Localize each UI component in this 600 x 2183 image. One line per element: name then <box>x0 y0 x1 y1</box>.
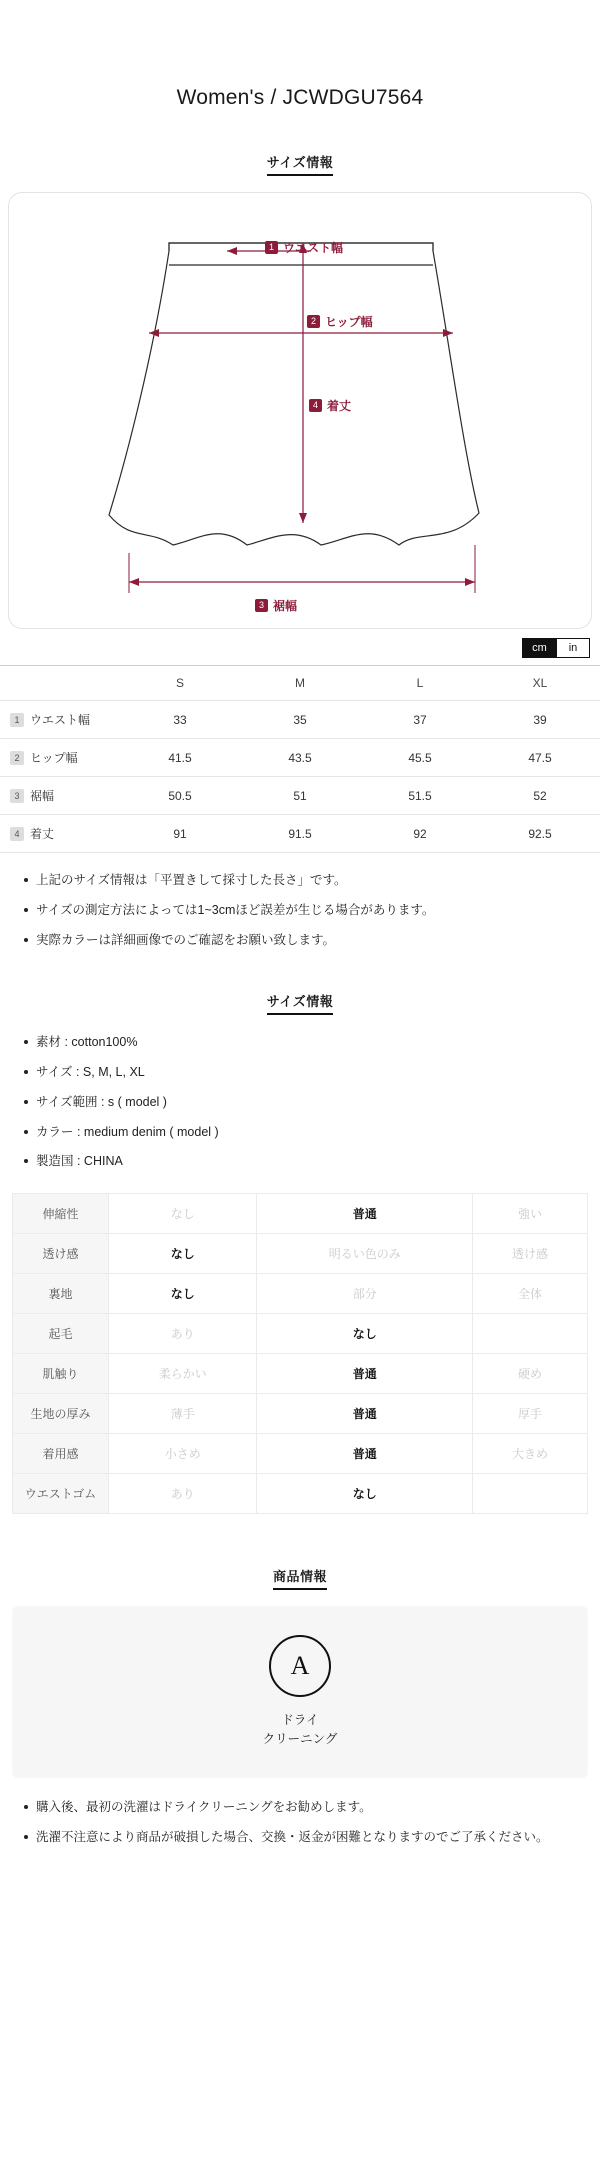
fabric-option: 部分 <box>257 1274 473 1314</box>
fabric-row-label: 起毛 <box>13 1314 109 1354</box>
unit-cm-button[interactable]: cm <box>522 638 556 658</box>
size-row-label-text: ヒップ幅 <box>30 751 78 766</box>
size-section-heading <box>0 152 600 176</box>
size-row-number: 2 <box>10 751 24 765</box>
fabric-row-label: 着用感 <box>13 1434 109 1474</box>
size-table-col-m: M <box>240 666 360 701</box>
fabric-option: 薄手 <box>109 1394 257 1434</box>
size-table-header-row <box>0 666 600 701</box>
fabric-row-label: 透け感 <box>13 1234 109 1274</box>
size-cell-length-l: 92 <box>360 815 480 853</box>
fabric-option <box>473 1314 588 1354</box>
fabric-option: 小さめ <box>109 1434 257 1474</box>
size-cell-waist-xl: 39 <box>480 701 600 739</box>
diagram-label-length-text: 着丈 <box>327 399 352 414</box>
size-table <box>0 665 600 853</box>
size-section-heading-label: サイズ情報 <box>267 152 333 176</box>
care-line-2: クリーニング <box>262 1732 338 1747</box>
fabric-option-selected: 普通 <box>257 1354 473 1394</box>
list-item: 製造国 : CHINA <box>24 1152 586 1171</box>
table-row <box>13 1354 588 1394</box>
detail-section-heading-label: サイズ情報 <box>267 991 333 1015</box>
size-table-col-0 <box>0 666 120 701</box>
list-item: 購入後、最初の洗濯はドライクリーニングをお勧めします。 <box>24 1798 586 1817</box>
table-row <box>13 1314 588 1354</box>
diagram-label-waist <box>265 239 343 256</box>
table-row <box>0 739 600 777</box>
size-cell-length-xl: 92.5 <box>480 815 600 853</box>
product-size-page <box>0 14 600 2183</box>
diagram-label-hem <box>255 597 297 614</box>
diagram-label-hip-number: 2 <box>307 315 320 328</box>
fabric-option: 全体 <box>473 1274 588 1314</box>
fabric-option: 柔らかい <box>109 1354 257 1394</box>
diagram-label-length-number: 4 <box>309 399 322 412</box>
list-item: カラー : medium denim ( model ) <box>24 1123 586 1142</box>
skirt-diagram-svg <box>9 193 592 629</box>
table-row <box>13 1474 588 1514</box>
detail-items-list <box>0 1033 600 1171</box>
table-row <box>13 1274 588 1314</box>
size-row-label-text: 着丈 <box>30 827 55 842</box>
size-cell-hip-l: 45.5 <box>360 739 480 777</box>
fabric-option: 硬め <box>473 1354 588 1394</box>
fabric-option-selected: 普通 <box>257 1394 473 1434</box>
dry-clean-icon-letter: A <box>290 1651 310 1681</box>
size-row-number: 4 <box>10 827 24 841</box>
diagram-label-hem-number: 3 <box>255 599 268 612</box>
fabric-option: 大きめ <box>473 1434 588 1474</box>
care-instruction-box <box>12 1606 588 1778</box>
size-row-label-hem <box>0 777 120 815</box>
size-cell-hem-s: 50.5 <box>120 777 240 815</box>
care-line-1: ドライ <box>281 1713 319 1728</box>
product-section-heading <box>0 1566 600 1590</box>
list-item: サイズ範囲 : s ( model ) <box>24 1093 586 1112</box>
size-cell-hem-m: 51 <box>240 777 360 815</box>
fabric-option: 厚手 <box>473 1394 588 1434</box>
size-cell-hem-xl: 52 <box>480 777 600 815</box>
unit-in-button[interactable]: in <box>556 638 590 658</box>
fabric-option: なし <box>109 1194 257 1234</box>
diagram-label-hip <box>307 313 373 330</box>
size-row-label-length <box>0 815 120 853</box>
fabric-row-label: ウエストゴム <box>13 1474 109 1514</box>
size-row-number: 3 <box>10 789 24 803</box>
size-cell-hem-l: 51.5 <box>360 777 480 815</box>
fabric-option-selected: 普通 <box>257 1434 473 1474</box>
fabric-option-selected: なし <box>257 1474 473 1514</box>
diagram-label-waist-number: 1 <box>265 241 278 254</box>
size-cell-waist-m: 35 <box>240 701 360 739</box>
fabric-option: あり <box>109 1314 257 1354</box>
size-diagram <box>8 192 592 629</box>
dry-clean-icon <box>269 1635 331 1697</box>
fabric-row-label: 伸縮性 <box>13 1194 109 1234</box>
size-cell-hip-m: 43.5 <box>240 739 360 777</box>
diagram-label-hip-text: ヒップ幅 <box>325 315 373 330</box>
size-cell-hip-s: 41.5 <box>120 739 240 777</box>
table-row <box>0 815 600 853</box>
size-row-label-hip <box>0 739 120 777</box>
fabric-row-label: 生地の厚み <box>13 1394 109 1434</box>
fabric-row-label: 裏地 <box>13 1274 109 1314</box>
fabric-option-selected: なし <box>109 1274 257 1314</box>
size-notes-list <box>0 871 600 949</box>
list-item: 素材 : cotton100% <box>24 1033 586 1052</box>
fabric-row-label: 肌触り <box>13 1354 109 1394</box>
list-item: 実際カラーは詳細画像でのご確認をお願い致します。 <box>24 931 586 950</box>
fabric-option: 透け感 <box>473 1234 588 1274</box>
fabric-option: 明るい色のみ <box>257 1234 473 1274</box>
table-row <box>13 1234 588 1274</box>
table-row <box>13 1194 588 1234</box>
diagram-label-waist-text: ウエスト幅 <box>283 241 344 256</box>
fabric-option: あり <box>109 1474 257 1514</box>
fabric-option-selected: 普通 <box>257 1194 473 1234</box>
diagram-label-length <box>309 397 351 414</box>
product-notes-list <box>0 1798 600 1847</box>
fabric-option-selected: なし <box>257 1314 473 1354</box>
fabric-option: 強い <box>473 1194 588 1234</box>
table-row <box>13 1394 588 1434</box>
unit-toggle[interactable] <box>0 629 600 665</box>
fabric-properties-table <box>12 1193 588 1514</box>
care-instruction-text <box>263 1711 338 1749</box>
list-item: 上記のサイズ情報は「平置きして採寸した長さ」です。 <box>24 871 586 890</box>
fabric-option-selected: なし <box>109 1234 257 1274</box>
size-table-col-s: S <box>120 666 240 701</box>
size-row-number: 1 <box>10 713 24 727</box>
size-cell-waist-s: 33 <box>120 701 240 739</box>
size-row-label-text: 裾幅 <box>30 789 55 804</box>
size-cell-waist-l: 37 <box>360 701 480 739</box>
size-cell-length-s: 91 <box>120 815 240 853</box>
size-cell-length-m: 91.5 <box>240 815 360 853</box>
list-item: 洗濯不注意により商品が破損した場合、交換・返金が困難となりますのでご了承ください。 <box>24 1828 586 1847</box>
page-title: Women's / JCWDGU7564 <box>176 86 424 110</box>
product-section-heading-label: 商品情報 <box>273 1566 327 1590</box>
table-row <box>0 701 600 739</box>
size-cell-hip-xl: 47.5 <box>480 739 600 777</box>
list-item: サイズの測定方法によっては1~3cmほど誤差が生じる場合があります。 <box>24 901 586 920</box>
diagram-label-hem-text: 裾幅 <box>273 599 298 614</box>
detail-section-heading <box>0 991 600 1015</box>
size-table-col-l: L <box>360 666 480 701</box>
table-row <box>0 777 600 815</box>
fabric-option <box>473 1474 588 1514</box>
table-row <box>13 1434 588 1474</box>
list-item: サイズ : S, M, L, XL <box>24 1063 586 1082</box>
size-row-label-waist <box>0 701 120 739</box>
size-row-label-text: ウエスト幅 <box>30 713 91 728</box>
size-table-col-xl: XL <box>480 666 600 701</box>
